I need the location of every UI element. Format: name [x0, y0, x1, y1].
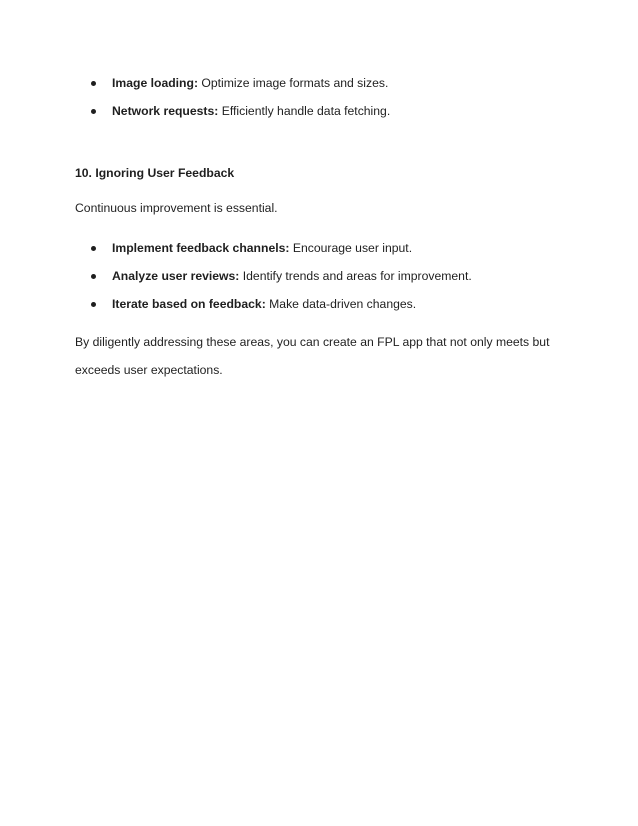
list-item-text: Encourage user input.	[289, 241, 413, 255]
list-item-label: Implement feedback channels:	[112, 241, 290, 255]
section-heading: 10. Ignoring User Feedback	[75, 166, 235, 180]
bullet-icon	[91, 246, 96, 251]
bullet-icon	[91, 302, 96, 307]
list-item-text: Make data-driven changes.	[265, 297, 417, 311]
bullet-icon	[91, 274, 96, 279]
bullet-icon	[91, 81, 96, 86]
conclusion-line-1: By diligently addressing these areas, you can create an FPL app that not only meets but	[75, 335, 550, 349]
list-item-label: Network requests:	[112, 104, 219, 118]
list-item-label: Iterate based on feedback:	[112, 297, 266, 311]
list-item-text: Optimize image formats and sizes.	[198, 76, 389, 90]
list-item-label: Image loading:	[112, 76, 198, 90]
conclusion-line-2: exceeds user expectations.	[75, 363, 223, 377]
list-item-text: Identify trends and areas for improvement.	[239, 269, 472, 283]
bullet-icon	[91, 109, 96, 114]
section-intro: Continuous improvement is essential.	[75, 201, 278, 215]
list-item-label: Analyze user reviews:	[112, 269, 240, 283]
list-item-text: Efficiently handle data fetching.	[218, 104, 391, 118]
